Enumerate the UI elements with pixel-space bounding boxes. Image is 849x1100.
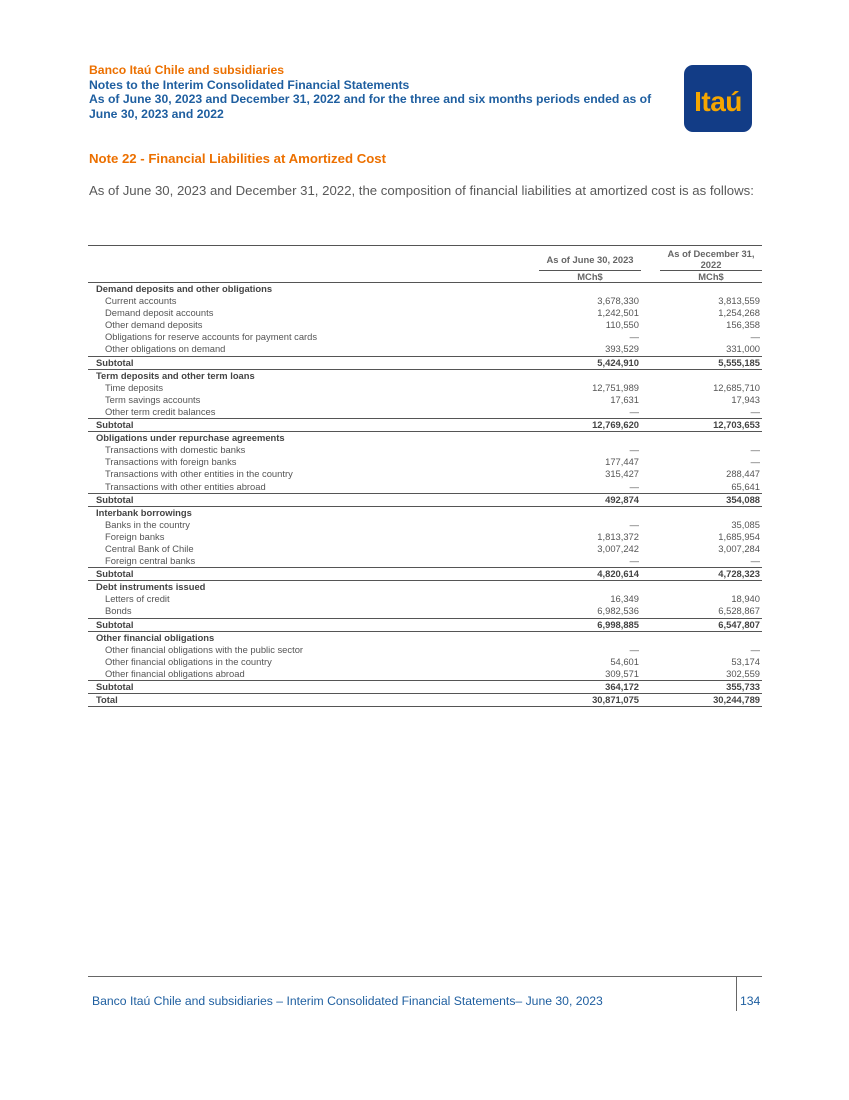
row-label: Time deposits <box>105 381 164 393</box>
section-heading <box>88 432 762 445</box>
value-2023: 54,601 <box>610 655 639 667</box>
section-title: Term deposits and other term loans <box>96 369 255 381</box>
spacer-cell <box>641 319 660 331</box>
value-2023: 1,242,501 <box>597 307 639 319</box>
value-2023: 12,769,620 <box>539 419 641 432</box>
value-2022: 30,244,789 <box>660 694 762 707</box>
total-row <box>88 694 762 707</box>
row-label: Subtotal <box>88 568 539 581</box>
subtotal-row <box>88 681 762 694</box>
spacer-cell <box>641 356 660 369</box>
table-row <box>88 343 762 356</box>
table-row <box>88 543 762 555</box>
spacer-cell <box>641 331 660 343</box>
spacer-cell <box>641 593 660 605</box>
table-row <box>88 444 762 456</box>
value-2023 <box>539 506 641 519</box>
report-subtitle: Notes to the Interim Consolidated Financial Statements <box>89 77 410 92</box>
value-2023: 3,678,330 <box>597 295 639 307</box>
section-title: Other financial obligations <box>96 631 215 643</box>
value-2023: 393,529 <box>605 343 639 355</box>
spacer-cell <box>641 295 660 307</box>
value-2022: 1,254,268 <box>718 307 760 319</box>
row-label: Total <box>88 694 539 707</box>
value-2023: 315,427 <box>605 468 639 480</box>
value-2022 <box>660 369 762 382</box>
row-label: Central Bank of Chile <box>105 542 194 554</box>
value-2023: 5,424,910 <box>539 356 641 369</box>
row-label: Bonds <box>105 605 132 617</box>
page-number: 134 <box>740 994 761 1008</box>
value-2022: 12,685,710 <box>713 381 760 393</box>
value-2022 <box>660 631 762 644</box>
value-2023: 364,172 <box>539 681 641 694</box>
value-2022: 302,559 <box>726 667 760 679</box>
table-row <box>88 382 762 394</box>
spacer-cell <box>641 668 660 681</box>
value-2023 <box>539 432 641 445</box>
subtotal-row <box>88 568 762 581</box>
row-label: Obligations for reserve accounts for payment cards <box>105 331 318 343</box>
subtotal-row <box>88 493 762 506</box>
row-label: Transactions with other entities in the country <box>105 468 293 480</box>
section-title: Debt instruments issued <box>96 581 206 593</box>
table-row <box>88 331 762 343</box>
logo-text: Itaú <box>694 85 742 117</box>
spacer-cell <box>641 618 660 631</box>
spacer-cell <box>641 605 660 618</box>
spacer-cell <box>641 581 660 594</box>
value-2022: 354,088 <box>660 493 762 506</box>
section-heading <box>88 283 762 296</box>
spacer-cell <box>641 468 660 480</box>
value-2022: 65,641 <box>731 480 760 492</box>
value-2023 <box>539 283 641 296</box>
footer-text: Banco Itaú Chile and subsidiaries – Interim Consolidated Financial Statements– June 30, 2023 <box>92 994 603 1008</box>
value-2023: — <box>629 555 639 567</box>
value-2022: 5,555,185 <box>660 356 762 369</box>
table-row <box>88 307 762 319</box>
table-row <box>88 531 762 543</box>
row-label: Subtotal <box>88 356 539 369</box>
table-row <box>88 593 762 605</box>
row-label: Transactions with foreign banks <box>105 456 237 468</box>
value-2022 <box>660 581 762 594</box>
row-label: Other financial obligations in the country <box>105 655 272 667</box>
itau-logo <box>684 65 752 132</box>
section-heading <box>88 631 762 644</box>
value-2022: 355,733 <box>660 681 762 694</box>
table-row <box>88 644 762 656</box>
section-heading <box>88 506 762 519</box>
row-label: Transactions with other entities abroad <box>105 480 266 492</box>
spacer-cell <box>641 644 660 656</box>
note-title: Note 22 - Financial Liabilities at Amortized Cost <box>89 151 387 166</box>
spacer-cell <box>641 369 660 382</box>
table-body <box>88 283 762 707</box>
value-2022: 18,940 <box>731 593 760 605</box>
value-2023 <box>539 631 641 644</box>
value-2023: 309,571 <box>605 667 639 679</box>
table-row <box>88 406 762 419</box>
row-label: Foreign central banks <box>105 555 196 567</box>
spacer-cell <box>641 394 660 406</box>
row-label: Subtotal <box>88 681 539 694</box>
value-2023: 177,447 <box>605 456 639 468</box>
table-row <box>88 519 762 531</box>
row-label: Term savings accounts <box>105 393 201 405</box>
value-2022: — <box>750 456 760 468</box>
section-heading <box>88 581 762 594</box>
row-label: Banks in the country <box>105 518 190 530</box>
value-2023: 16,349 <box>610 593 639 605</box>
spacer-cell <box>641 568 660 581</box>
unit-label-2023: MCh$ <box>539 271 641 283</box>
footer-rule <box>88 976 762 977</box>
report-header <box>89 63 679 121</box>
value-2023: — <box>629 405 639 417</box>
row-label: Subtotal <box>88 618 539 631</box>
row-label: Other financial obligations abroad <box>105 667 245 679</box>
subtotal-row <box>88 356 762 369</box>
column-header-2023: As of June 30, 2023 <box>539 246 641 271</box>
value-2023: 110,550 <box>605 319 639 331</box>
value-2023: 17,631 <box>610 393 639 405</box>
spacer-cell <box>641 444 660 456</box>
table-row <box>88 394 762 406</box>
report-period: As of June 30, 2023 and December 31, 2022 and for the three and six months periods ended as of June 30, 2023 and 2022 <box>89 92 652 121</box>
row-label: Subtotal <box>88 493 539 506</box>
spacer-cell <box>641 307 660 319</box>
value-2023: 4,820,614 <box>539 568 641 581</box>
section-heading <box>88 369 762 382</box>
spacer-cell <box>641 656 660 668</box>
value-2023 <box>539 369 641 382</box>
row-label: Demand deposit accounts <box>105 307 214 319</box>
row-label: Current accounts <box>105 295 177 307</box>
row-label: Other obligations on demand <box>105 343 226 355</box>
value-2022 <box>660 506 762 519</box>
value-2023: — <box>629 331 639 343</box>
value-2023: 492,874 <box>539 493 641 506</box>
footer-divider <box>736 977 737 1011</box>
table-row <box>88 656 762 668</box>
table-row <box>88 468 762 480</box>
value-2022 <box>660 283 762 296</box>
table-row <box>88 555 762 568</box>
company-name: Banco Itaú Chile and subsidiaries <box>89 63 285 77</box>
spacer-cell <box>641 382 660 394</box>
section-title: Interbank borrowings <box>96 506 192 518</box>
column-header-2022: As of December 31, 2022 <box>660 246 762 271</box>
value-2023: — <box>629 643 639 655</box>
table-row <box>88 668 762 681</box>
value-2022: 35,085 <box>731 518 760 530</box>
value-2022: 6,547,807 <box>660 618 762 631</box>
subtotal-row <box>88 618 762 631</box>
spacer-cell <box>641 406 660 419</box>
spacer-cell <box>641 543 660 555</box>
table-row <box>88 481 762 494</box>
spacer-cell <box>641 432 660 445</box>
table-row <box>88 605 762 618</box>
section-title: Demand deposits and other obligations <box>96 283 273 294</box>
table-row <box>88 319 762 331</box>
subtotal-row <box>88 419 762 432</box>
value-2022: 12,703,653 <box>660 419 762 432</box>
value-2022: 156,358 <box>726 319 760 331</box>
spacer-cell <box>641 493 660 506</box>
spacer-cell <box>641 694 660 707</box>
spacer-cell <box>641 555 660 568</box>
value-2023: 6,998,885 <box>539 618 641 631</box>
value-2023: 30,871,075 <box>539 694 641 707</box>
table-row <box>88 295 762 307</box>
spacer-cell <box>641 456 660 468</box>
row-label: Other term credit balances <box>105 405 216 417</box>
value-2023: 3,007,242 <box>597 542 639 554</box>
value-2023 <box>539 581 641 594</box>
row-label: Subtotal <box>88 419 539 432</box>
value-2022: — <box>750 331 760 343</box>
value-2022: 331,000 <box>726 343 760 355</box>
spacer-cell <box>641 343 660 356</box>
row-label: Foreign banks <box>105 530 165 542</box>
spacer-cell <box>641 681 660 694</box>
value-2022 <box>660 432 762 445</box>
spacer-cell <box>641 506 660 519</box>
value-2022: 6,528,867 <box>718 605 760 617</box>
liabilities-table <box>88 245 762 707</box>
note-intro: As of June 30, 2023 and December 31, 2022, the composition of financial liabilities at amortized cost is as follows: <box>89 183 754 198</box>
spacer-cell <box>641 283 660 296</box>
value-2022: 53,174 <box>731 655 760 667</box>
value-2022: 1,685,954 <box>718 530 760 542</box>
value-2022: 288,447 <box>726 468 760 480</box>
row-label: Other demand deposits <box>105 319 203 331</box>
value-2023: 12,751,989 <box>592 381 639 393</box>
spacer-cell <box>641 481 660 494</box>
row-label: Letters of credit <box>105 593 170 605</box>
value-2022: 17,943 <box>731 393 760 405</box>
spacer-cell <box>641 419 660 432</box>
row-label: Transactions with domestic banks <box>105 444 246 456</box>
value-2022: 3,813,559 <box>718 295 760 307</box>
value-2022: — <box>750 555 760 567</box>
value-2022: — <box>750 444 760 456</box>
value-2022: — <box>750 643 760 655</box>
value-2022: 3,007,284 <box>718 542 760 554</box>
value-2023: 1,813,372 <box>597 530 639 542</box>
value-2022: — <box>750 405 760 417</box>
value-2023: — <box>629 480 639 492</box>
value-2023: — <box>629 518 639 530</box>
unit-label-2022: MCh$ <box>660 271 762 283</box>
table-row <box>88 456 762 468</box>
row-label: Other financial obligations with the public sector <box>105 643 304 655</box>
spacer-cell <box>641 631 660 644</box>
spacer-cell <box>641 519 660 531</box>
value-2022: 4,728,323 <box>660 568 762 581</box>
value-2023: — <box>629 444 639 456</box>
section-title: Obligations under repurchase agreements <box>96 432 285 444</box>
spacer-cell <box>641 531 660 543</box>
value-2023: 6,982,536 <box>597 605 639 617</box>
